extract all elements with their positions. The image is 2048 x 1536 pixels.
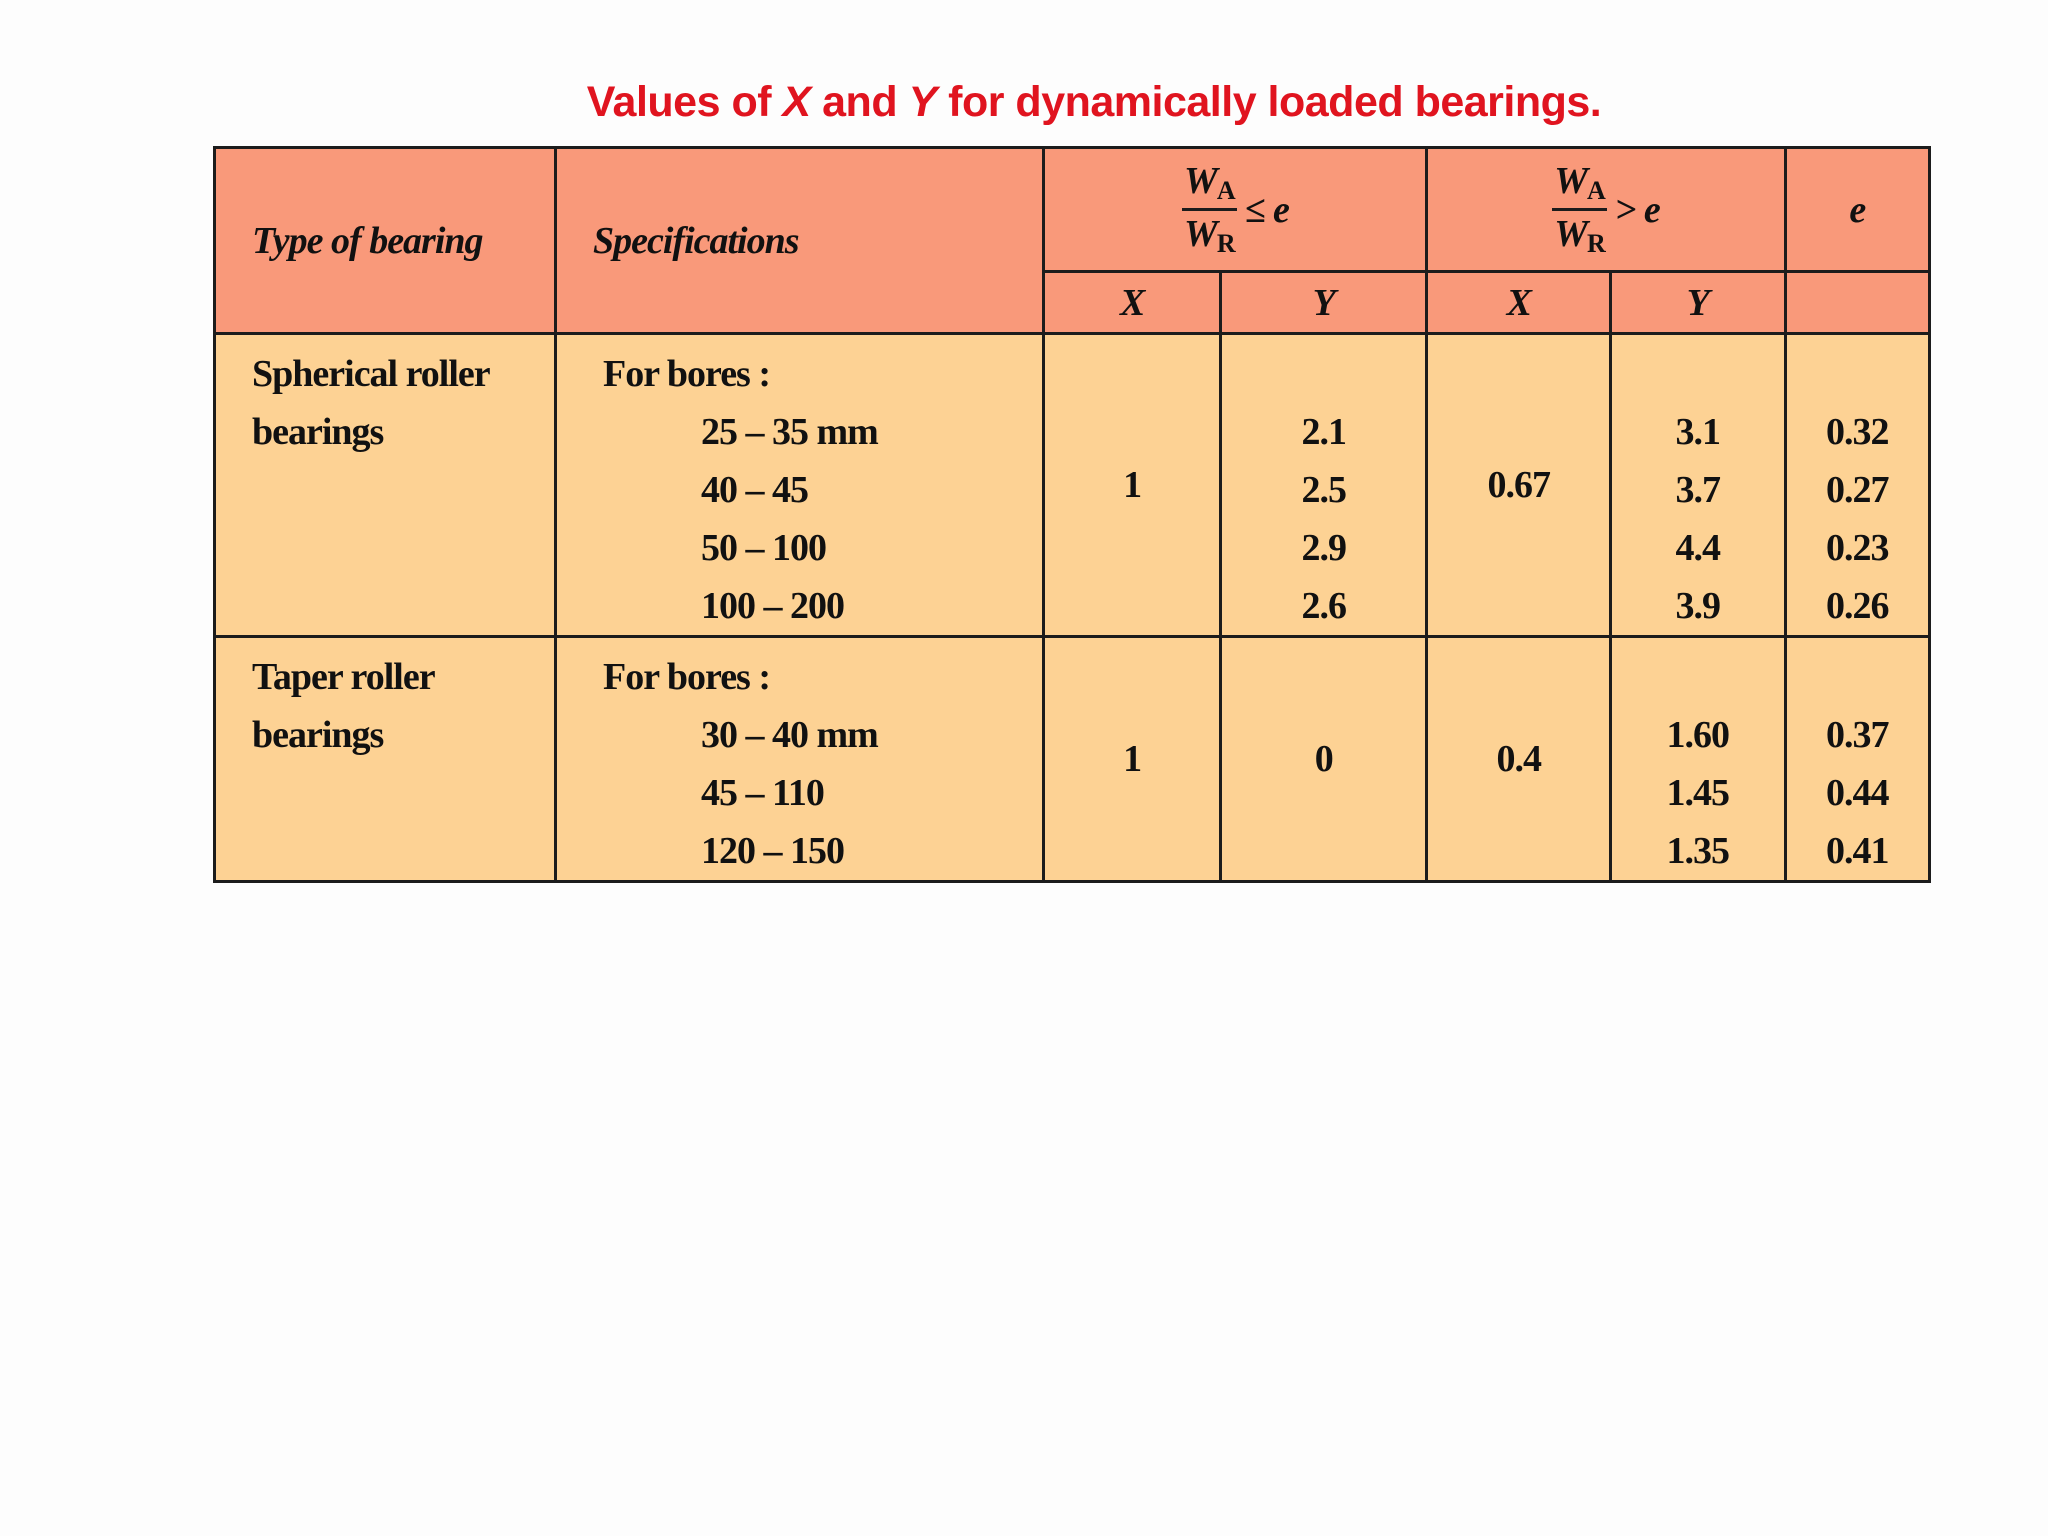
header-x1: X: [1044, 272, 1221, 334]
header-type-of-bearing: Type of bearing: [215, 148, 556, 334]
e-cell: 0.37 0.44 0.41: [1785, 637, 1929, 882]
x2-cell: 0.67: [1427, 334, 1611, 637]
title-suffix: for dynamically loaded bearings.: [936, 78, 1602, 126]
header-x2: X: [1427, 272, 1611, 334]
specifications-cell: For bores : 30 – 40 mm 45 – 110 120 – 150: [555, 637, 1043, 882]
title-x: X: [782, 78, 811, 126]
header-e-blank: [1785, 272, 1929, 334]
x1-cell: 1: [1044, 637, 1221, 882]
title-and: and: [810, 78, 909, 126]
header-specifications: Specifications: [555, 148, 1043, 334]
wa-over-wr-fraction: $\frac{W_A}{W_R}$: [1554, 160, 1605, 258]
title-prefix: Values of: [586, 78, 783, 126]
y2-cell: 3.1 3.7 4.4 3.9: [1611, 334, 1786, 637]
x2-cell: 0.4: [1427, 637, 1611, 882]
wa-over-wr-fraction: $\frac{W_A}{W_R}$: [1184, 160, 1235, 258]
y1-cell: 0: [1220, 637, 1427, 882]
header-condition-le-e: [1044, 148, 1427, 272]
type-cell: Taper roller bearings: [215, 637, 556, 882]
type-cell: Spherical roller bearings: [215, 334, 556, 637]
table-row: [215, 334, 1930, 637]
header-e: e: [1785, 148, 1929, 272]
e-cell: 0.32 0.27 0.23 0.26: [1785, 334, 1929, 637]
relation-gt-e: > e: [1614, 188, 1660, 231]
header-condition-gt-e: [1427, 148, 1785, 272]
bearing-values-table: [213, 146, 1931, 883]
x1-cell: 1: [1044, 334, 1221, 637]
y2-cell: 1.60 1.45 1.35: [1611, 637, 1786, 882]
title-y: Y: [908, 78, 937, 126]
slide-title: [0, 78, 2048, 127]
relation-le-e: ≤ e: [1244, 188, 1289, 231]
table-row: [215, 637, 1930, 882]
y1-cell: 2.1 2.5 2.9 2.6: [1220, 334, 1427, 637]
header-y1: Y: [1220, 272, 1427, 334]
header-y2: Y: [1611, 272, 1786, 334]
specifications-cell: For bores : 25 – 35 mm 40 – 45 50 – 100 100 – 200: [555, 334, 1043, 637]
